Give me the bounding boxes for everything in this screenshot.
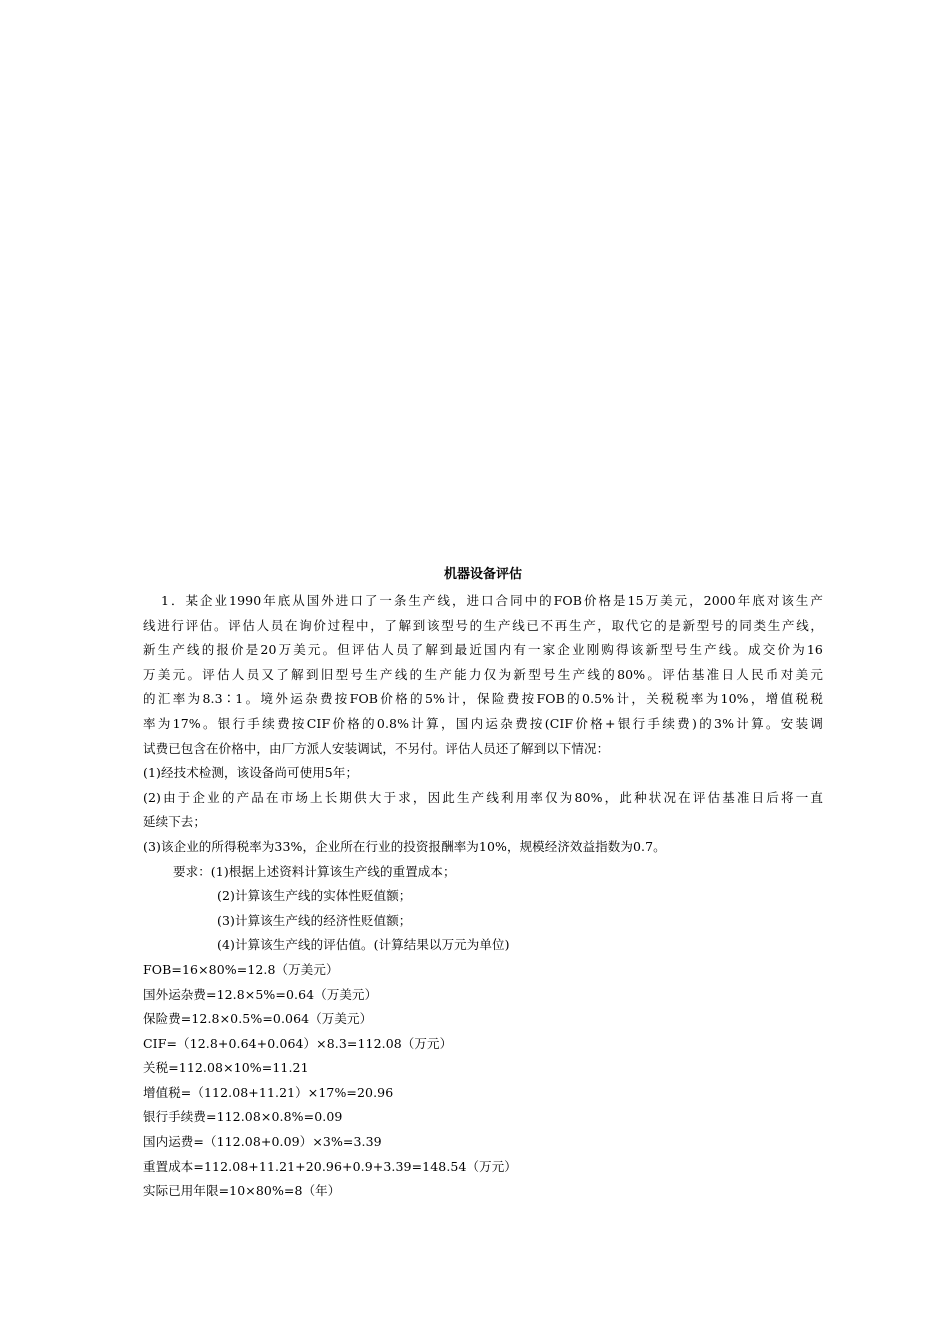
solution-line: 关税=112.08×10%=11.21: [143, 1060, 309, 1076]
problem-line: 万美元。评估人员又了解到旧型号生产线的生产能力仅为新型号生产线的80%。评估基准日人民币对美元: [143, 666, 823, 682]
condition-item: (2)由于企业的产品在市场上长期供大于求，因此生产线利用率仅为80%，此种状况在评估基准日后将一直: [143, 789, 823, 805]
document-body: [143, 565, 823, 1204]
solution-line: FOB=16×80%=12.8（万美元）: [143, 961, 339, 977]
problem-line: 试费已包含在价格中，由厂方派人安装调试，不另付。评估人员还了解到以下情况：: [143, 740, 610, 756]
problem-line: 1．某企业1990年底从国外进口了一条生产线，进口合同中的FOB价格是15万美元，2000年底对该生产: [161, 593, 823, 608]
problem-line: 率为17%。银行手续费按CIF价格的0.8%计算，国内运杂费按(CIF价格+银行手续费)的3%计算。安装调: [143, 715, 823, 731]
problem-line: 新生产线的报价是20万美元。但评估人员了解到最近国内有一家企业刚购得该新型号生产线。成交价为16: [143, 642, 823, 658]
condition-item: (3)该企业的所得税率为33%，企业所在行业的投资报酬率为10%，规模经济效益指数为0.7。: [143, 838, 666, 854]
requirement-item: (4)计算该生产线的评估值。(计算结果以万元为单位): [217, 937, 510, 953]
problem-line: 线进行评估。评估人员在询价过程中，了解到该型号的生产线已不再生产，取代它的是新型号的同类生产线，: [143, 617, 823, 633]
requirement-item: (2)计算该生产线的实体性贬值额；: [217, 888, 412, 904]
requirements-list: [143, 860, 823, 958]
condition-item: 延续下去；: [143, 814, 207, 830]
solution-line: 重置成本=112.08+11.21+20.96+0.9+3.39=148.54（万元）: [143, 1158, 517, 1174]
problem-statement: [143, 589, 823, 761]
page-title: 机器设备评估: [443, 567, 522, 582]
problem-line: 的汇率为8.3∶1。境外运杂费按FOB价格的5%计，保险费按FOB的0.5%计，关税税率为10%，增值税税: [143, 691, 823, 707]
condition-item: (1)经技术检测，该设备尚可使用5年；: [143, 765, 359, 781]
solution-line: 银行手续费=112.08×0.8%=0.09: [143, 1109, 343, 1125]
requirement-item: 要求：(1)根据上述资料计算该生产线的重置成本；: [173, 863, 456, 879]
solution-line: 实际已用年限=10×80%=8（年）: [143, 1183, 341, 1199]
conditions-list: [143, 761, 823, 859]
solution-line: CIF=（12.8+0.64+0.064）×8.3=112.08（万元）: [143, 1035, 453, 1051]
solution-steps: [143, 958, 823, 1204]
requirement-item: (3)计算该生产线的经济性贬值额；: [217, 912, 412, 928]
solution-line: 增值税=（112.08+11.21）×17%=20.96: [143, 1084, 394, 1100]
solution-line: 国外运杂费=12.8×5%=0.64（万美元）: [143, 986, 378, 1002]
solution-line: 国内运费=（112.08+0.09）×3%=3.39: [143, 1134, 382, 1150]
solution-line: 保险费=12.8×0.5%=0.064（万美元）: [143, 1011, 373, 1027]
